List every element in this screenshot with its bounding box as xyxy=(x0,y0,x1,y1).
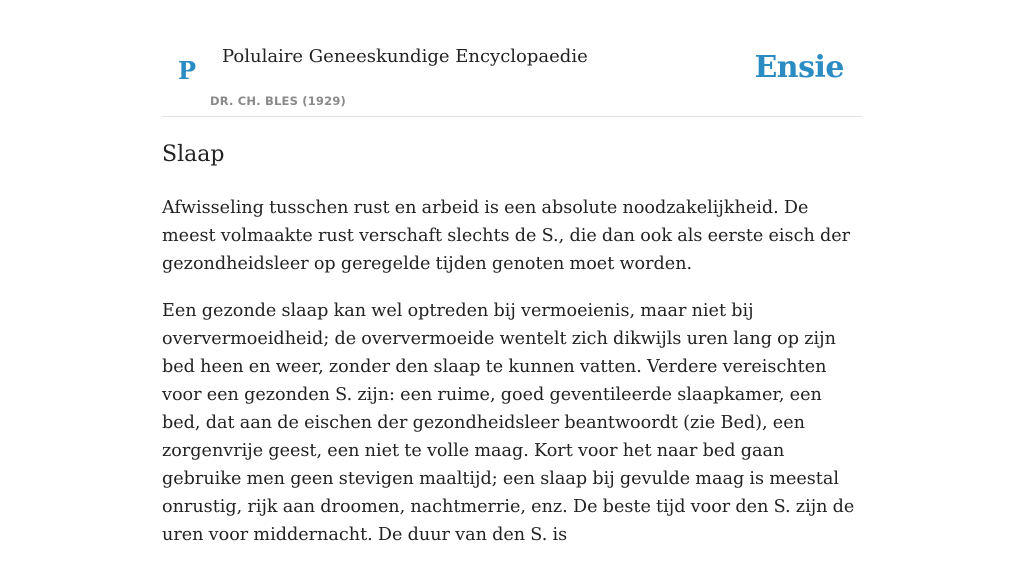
article-title: Slaap xyxy=(162,142,225,167)
article-paragraph-2: Een gezonde slaap kan wel optreden bij vermoeienis, maar niet bij oververmoeidheid; de oververmoeide wentelt zich dikwijls uren lang op zijn bed heen en weer, zonder den slaap te kunnen vatten. Verdere vereischten voor een gezonden S. zijn: een ruime, goed geventileerde slaapkamer, een bed, dat aan de eischen der gezondheidsleer beantwoordt (zie Bed), een zorgenvrije geest, een niet te volle maag. Kort voor het naar bed gaan gebruike men geen stevigen maaltijd; een slaap bij gevulde maag is meestal onrustig, rijk aan droomen, nachtmerrie, enz. De beste tijd voor den S. zijn de uren voor middernacht. De duur van den S. is xyxy=(162,301,855,545)
book-author: DR. CH. BLES (1929) xyxy=(210,94,346,108)
book-logo-icon[interactable]: P xyxy=(178,56,197,85)
article xyxy=(162,140,862,568)
ensie-logo-link[interactable]: Ensie xyxy=(754,50,844,85)
book-title[interactable]: Polulaire Geneeskundige Encyclopaedie xyxy=(222,46,588,67)
article-paragraph-1: Afwisseling tusschen rust en arbeid is een absolute noodzakelijkheid. De meest volmaakte rust verschaft slechts de S., die dan ook als eerste eisch der gezondheidsleer op geregelde tijden genoten moet worden. xyxy=(162,198,851,274)
header xyxy=(162,0,862,117)
